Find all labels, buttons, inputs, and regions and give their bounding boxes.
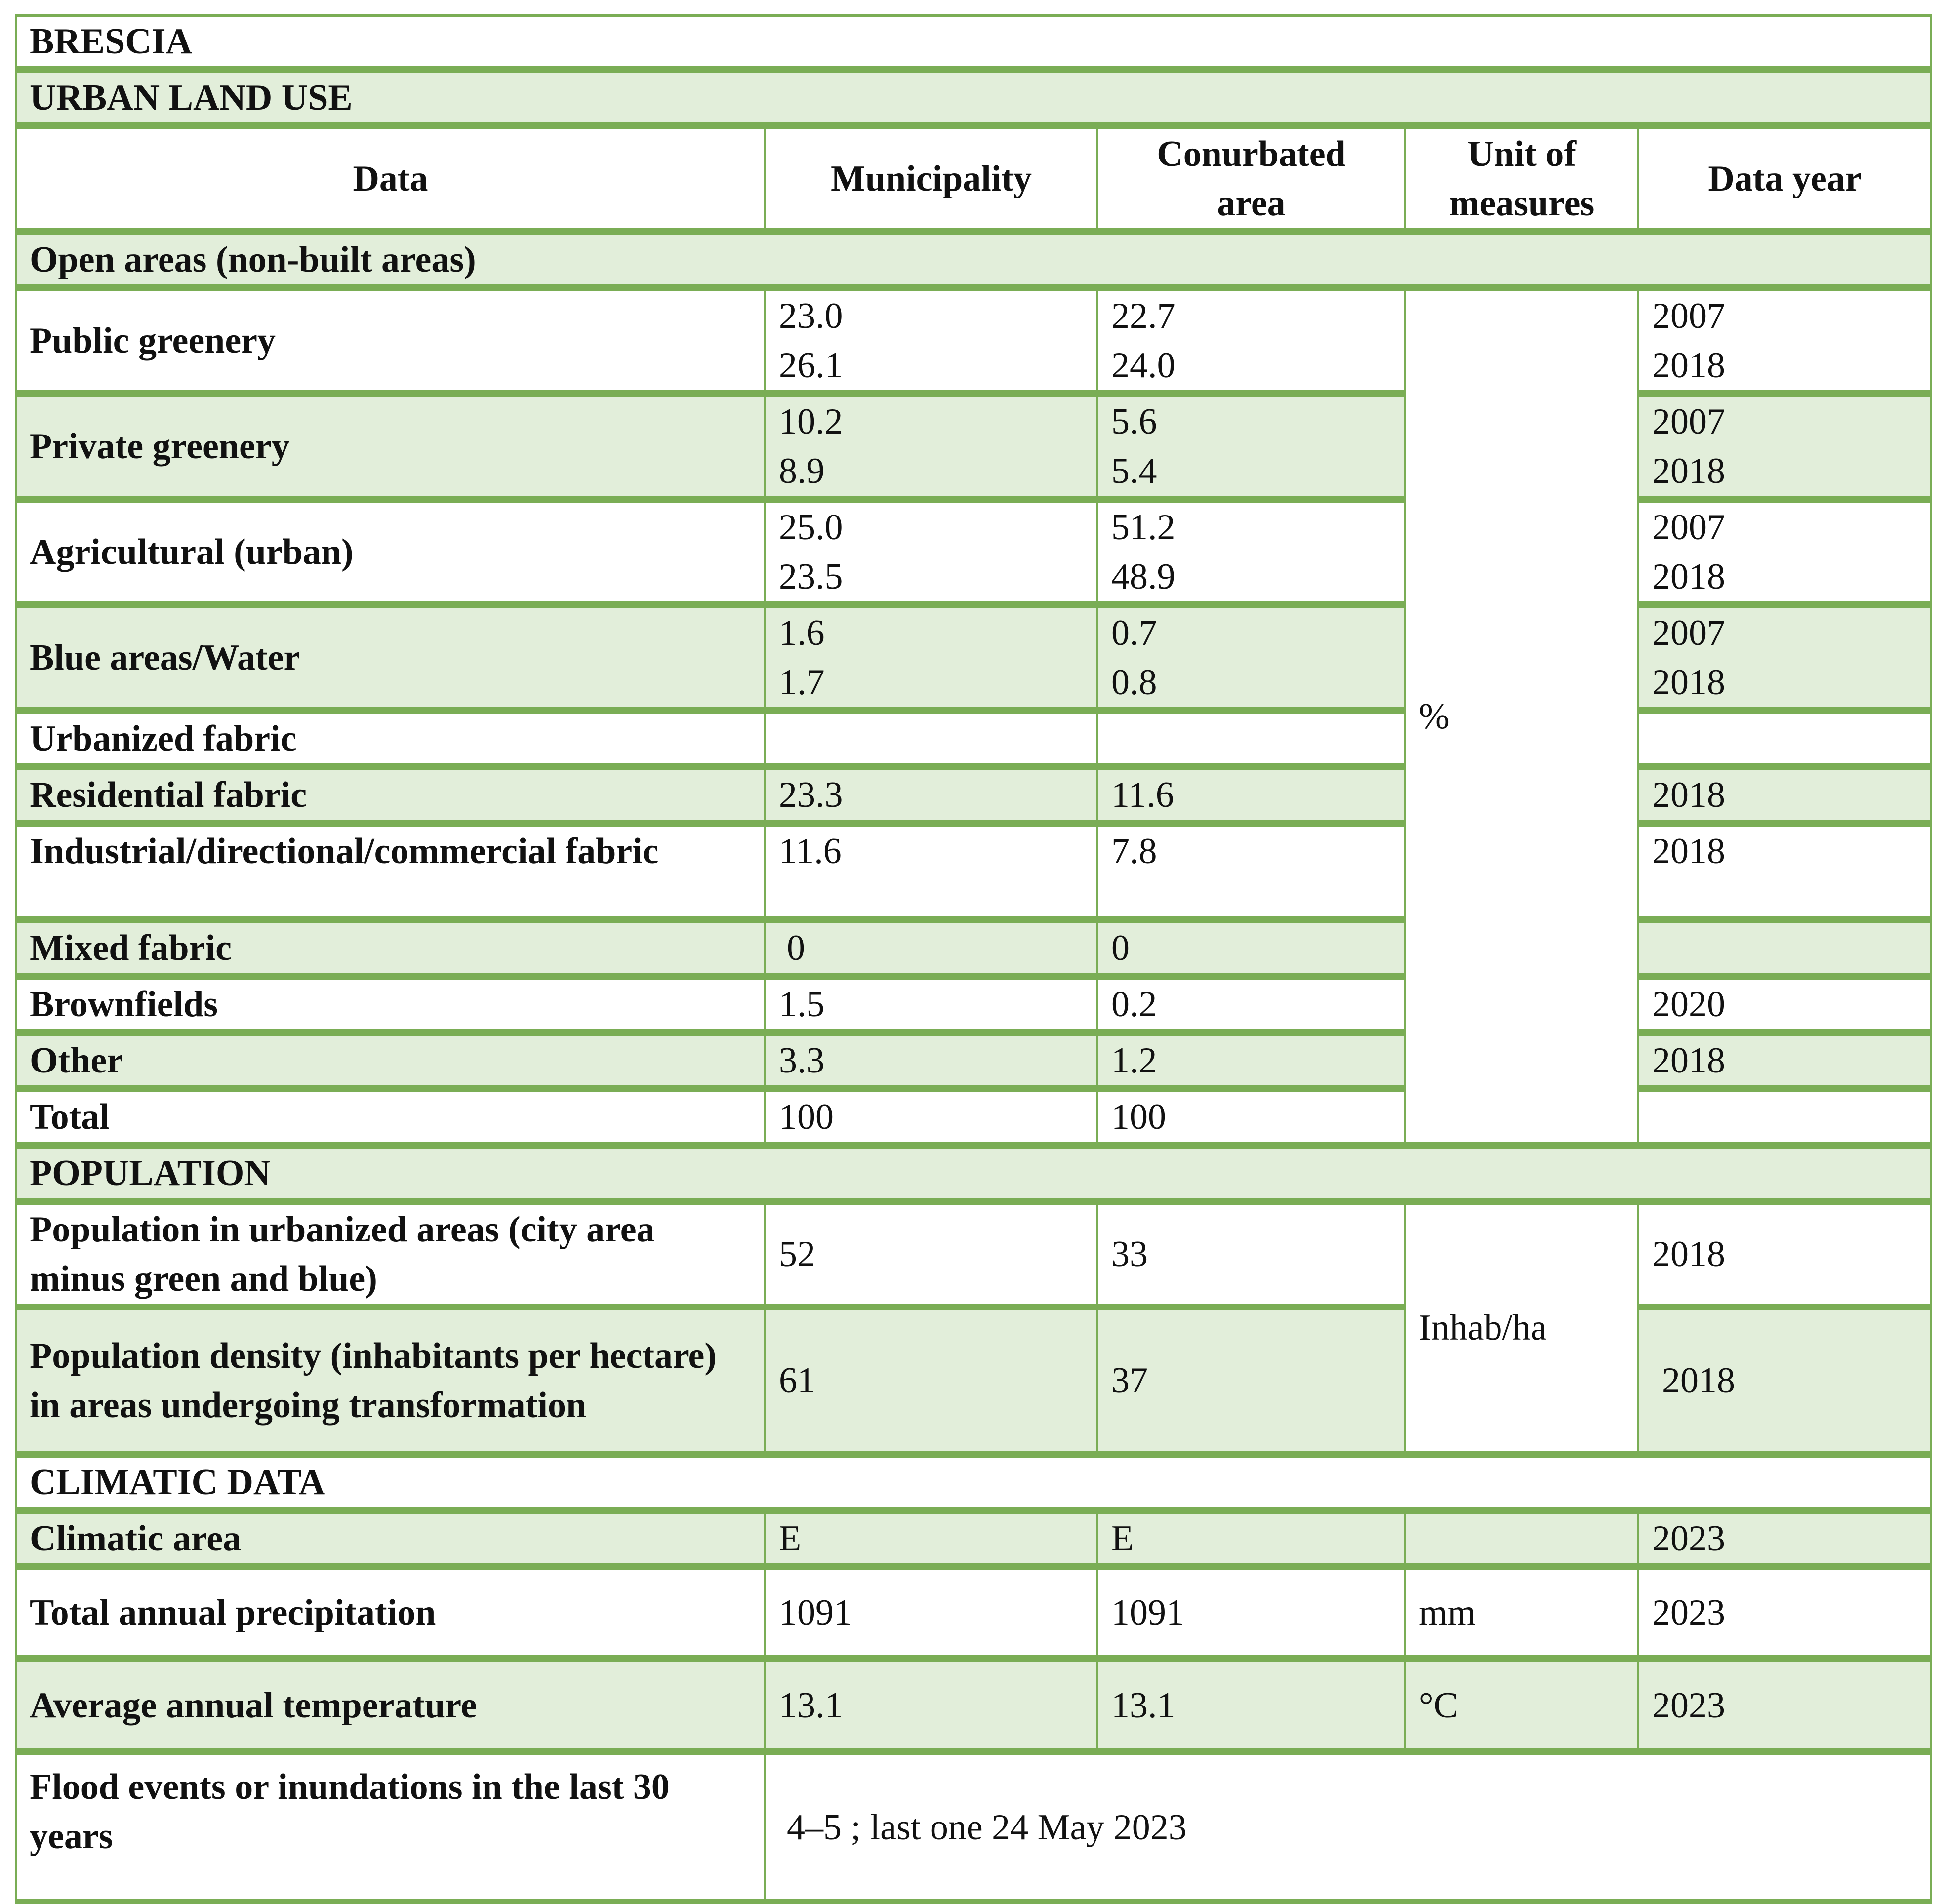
column-header-municipality: Municipality — [765, 126, 1097, 232]
value-2018: 8.9 — [779, 451, 825, 491]
subsection-heading-open-areas: Open areas (non-built areas) — [16, 232, 1931, 288]
conurbated-values — [1097, 394, 1405, 499]
year-value — [1638, 711, 1931, 767]
value-2018: 26.1 — [779, 345, 843, 386]
municipality-value — [765, 711, 1097, 767]
value-2018: 48.9 — [1111, 556, 1175, 597]
value-2007: 22.7 — [1111, 296, 1175, 336]
year-value: 2007 — [1652, 613, 1725, 653]
conurbated-value: 1091 — [1097, 1567, 1405, 1659]
row-label: Flood events or inundations in the last 30 years — [16, 1752, 765, 1902]
value-2007: 25.0 — [779, 507, 843, 548]
table-row — [16, 1032, 1931, 1089]
year-value: 2018 — [1652, 345, 1725, 386]
municipality-values — [765, 605, 1097, 711]
section-heading-urban-land-use: URBAN LAND USE — [16, 70, 1931, 126]
municipality-value: 1091 — [765, 1567, 1097, 1659]
year-values — [1638, 605, 1931, 711]
row-label: Other — [16, 1032, 765, 1089]
column-header-conurbated-line2: area — [1217, 183, 1286, 224]
year-values — [1638, 499, 1931, 605]
row-label: Mixed fabric — [16, 920, 765, 976]
year-values — [1638, 288, 1931, 394]
column-header-conurbated-line1: Conurbated — [1157, 134, 1346, 174]
table-row-flood — [16, 1752, 1931, 1902]
column-header-unit-line1: Unit of — [1467, 134, 1576, 174]
conurbated-value: 11.6 — [1097, 767, 1405, 823]
row-label: Total — [16, 1089, 765, 1145]
table-row — [16, 1307, 1931, 1454]
row-label: Population density (inhabitants per hectare) in areas undergoing transformation — [16, 1307, 765, 1454]
year-value: 2007 — [1652, 401, 1725, 442]
unit-cell-percent — [1405, 288, 1638, 1145]
municipality-value: 13.1 — [765, 1659, 1097, 1752]
conurbated-value — [1097, 711, 1405, 767]
unit-value — [1405, 1510, 1638, 1567]
row-label: Agricultural (urban) — [16, 499, 765, 605]
table-row — [16, 823, 1931, 920]
table-row — [16, 394, 1931, 499]
table-row — [16, 288, 1931, 394]
conurbated-value: 37 — [1097, 1307, 1405, 1454]
table-row — [16, 1510, 1931, 1567]
table-row — [16, 920, 1931, 976]
column-header-row — [16, 126, 1931, 232]
unit-percent: % — [1419, 696, 1450, 737]
value-2018: 0.8 — [1111, 662, 1157, 703]
section-row-urban-land-use — [16, 70, 1931, 126]
table-row — [16, 711, 1931, 767]
conurbated-value: 7.8 — [1097, 823, 1405, 920]
conurbated-values — [1097, 605, 1405, 711]
year-value: 2007 — [1652, 507, 1725, 548]
row-label: Private greenery — [16, 394, 765, 499]
row-label: Public greenery — [16, 288, 765, 394]
municipality-values — [765, 499, 1097, 605]
row-label: Brownfields — [16, 976, 765, 1032]
conurbated-value: 0.2 — [1097, 976, 1405, 1032]
value-2007: 0.7 — [1111, 613, 1157, 653]
conurbated-value: 1.2 — [1097, 1032, 1405, 1089]
municipality-value — [765, 920, 1097, 976]
year-value: 2007 — [1652, 296, 1725, 336]
conurbated-value: 0 — [1097, 920, 1405, 976]
row-label: Average annual temperature — [16, 1659, 765, 1752]
value: 2018 — [1662, 1360, 1735, 1401]
table-row — [16, 1201, 1931, 1307]
unit-value: °C — [1405, 1659, 1638, 1752]
flood-value-text: 4–5 ; last one 24 May 2023 — [787, 1807, 1187, 1848]
year-value: 2023 — [1638, 1510, 1931, 1567]
year-values — [1638, 394, 1931, 499]
row-label: Blue areas/Water — [16, 605, 765, 711]
table-row — [16, 605, 1931, 711]
table-row — [16, 767, 1931, 823]
municipality-value: E — [765, 1510, 1097, 1567]
year-value: 2023 — [1638, 1567, 1931, 1659]
column-header-conurbated-area — [1097, 126, 1405, 232]
municipality-values — [765, 288, 1097, 394]
year-value: 2018 — [1652, 556, 1725, 597]
table-row — [16, 1659, 1931, 1752]
year-value: 2020 — [1638, 976, 1931, 1032]
municipality-value: 11.6 — [765, 823, 1097, 920]
value: 0 — [787, 928, 805, 968]
subsection-row-open-areas — [16, 232, 1931, 288]
unit-cell-inhab-ha: Inhab/ha — [1405, 1201, 1638, 1454]
value-2007: 5.6 — [1111, 401, 1157, 442]
brescia-data-table — [15, 14, 1932, 1904]
value-2018: 5.4 — [1111, 451, 1157, 491]
value-2007: 1.6 — [779, 613, 825, 653]
row-label: Residential fabric — [16, 767, 765, 823]
section-heading-climatic-data: CLIMATIC DATA — [16, 1454, 1931, 1510]
column-header-unit — [1405, 126, 1638, 232]
municipality-values — [765, 394, 1097, 499]
municipality-value: 23.3 — [765, 767, 1097, 823]
row-label: Urbanized fabric — [16, 711, 765, 767]
section-row-population — [16, 1145, 1931, 1201]
municipality-value: 3.3 — [765, 1032, 1097, 1089]
value-2007: 23.0 — [779, 296, 843, 336]
municipality-value: 61 — [765, 1307, 1097, 1454]
section-heading-population: POPULATION — [16, 1145, 1931, 1201]
conurbated-values — [1097, 499, 1405, 605]
table-row — [16, 1567, 1931, 1659]
column-header-data: Data — [16, 126, 765, 232]
value-2018: 24.0 — [1111, 345, 1175, 386]
value-2007: 51.2 — [1111, 507, 1175, 548]
year-value: 2023 — [1638, 1659, 1931, 1752]
column-header-unit-line2: measures — [1449, 183, 1595, 224]
municipality-value: 100 — [765, 1089, 1097, 1145]
conurbated-values — [1097, 288, 1405, 394]
year-value: 2018 — [1652, 662, 1725, 703]
conurbated-value: 100 — [1097, 1089, 1405, 1145]
row-label: Industrial/directional/commercial fabric — [16, 823, 765, 920]
year-value — [1638, 920, 1931, 976]
year-value: 2018 — [1638, 823, 1931, 920]
row-label: Population in urbanized areas (city area minus green and blue) — [16, 1201, 765, 1307]
year-value — [1638, 1089, 1931, 1145]
conurbated-value: 13.1 — [1097, 1659, 1405, 1752]
row-label: Total annual precipitation — [16, 1567, 765, 1659]
flood-value — [765, 1752, 1931, 1902]
year-value: 2018 — [1652, 451, 1725, 491]
title-row — [16, 15, 1931, 70]
year-value — [1638, 1307, 1931, 1454]
conurbated-value: 33 — [1097, 1201, 1405, 1307]
value-2018: 1.7 — [779, 662, 825, 703]
municipality-value: 1.5 — [765, 976, 1097, 1032]
value-2018: 23.5 — [779, 556, 843, 597]
section-row-climatic-data — [16, 1454, 1931, 1510]
year-value: 2018 — [1638, 1032, 1931, 1089]
year-value: 2018 — [1638, 767, 1931, 823]
row-label: Climatic area — [16, 1510, 765, 1567]
municipality-value: 52 — [765, 1201, 1097, 1307]
table-row-total — [16, 1089, 1931, 1145]
column-header-data-year: Data year — [1638, 126, 1931, 232]
table-title: BRESCIA — [16, 15, 1931, 70]
year-value: 2018 — [1638, 1201, 1931, 1307]
conurbated-value: E — [1097, 1510, 1405, 1567]
table-row — [16, 499, 1931, 605]
value-2007: 10.2 — [779, 401, 843, 442]
unit-value: mm — [1405, 1567, 1638, 1659]
table-row — [16, 976, 1931, 1032]
